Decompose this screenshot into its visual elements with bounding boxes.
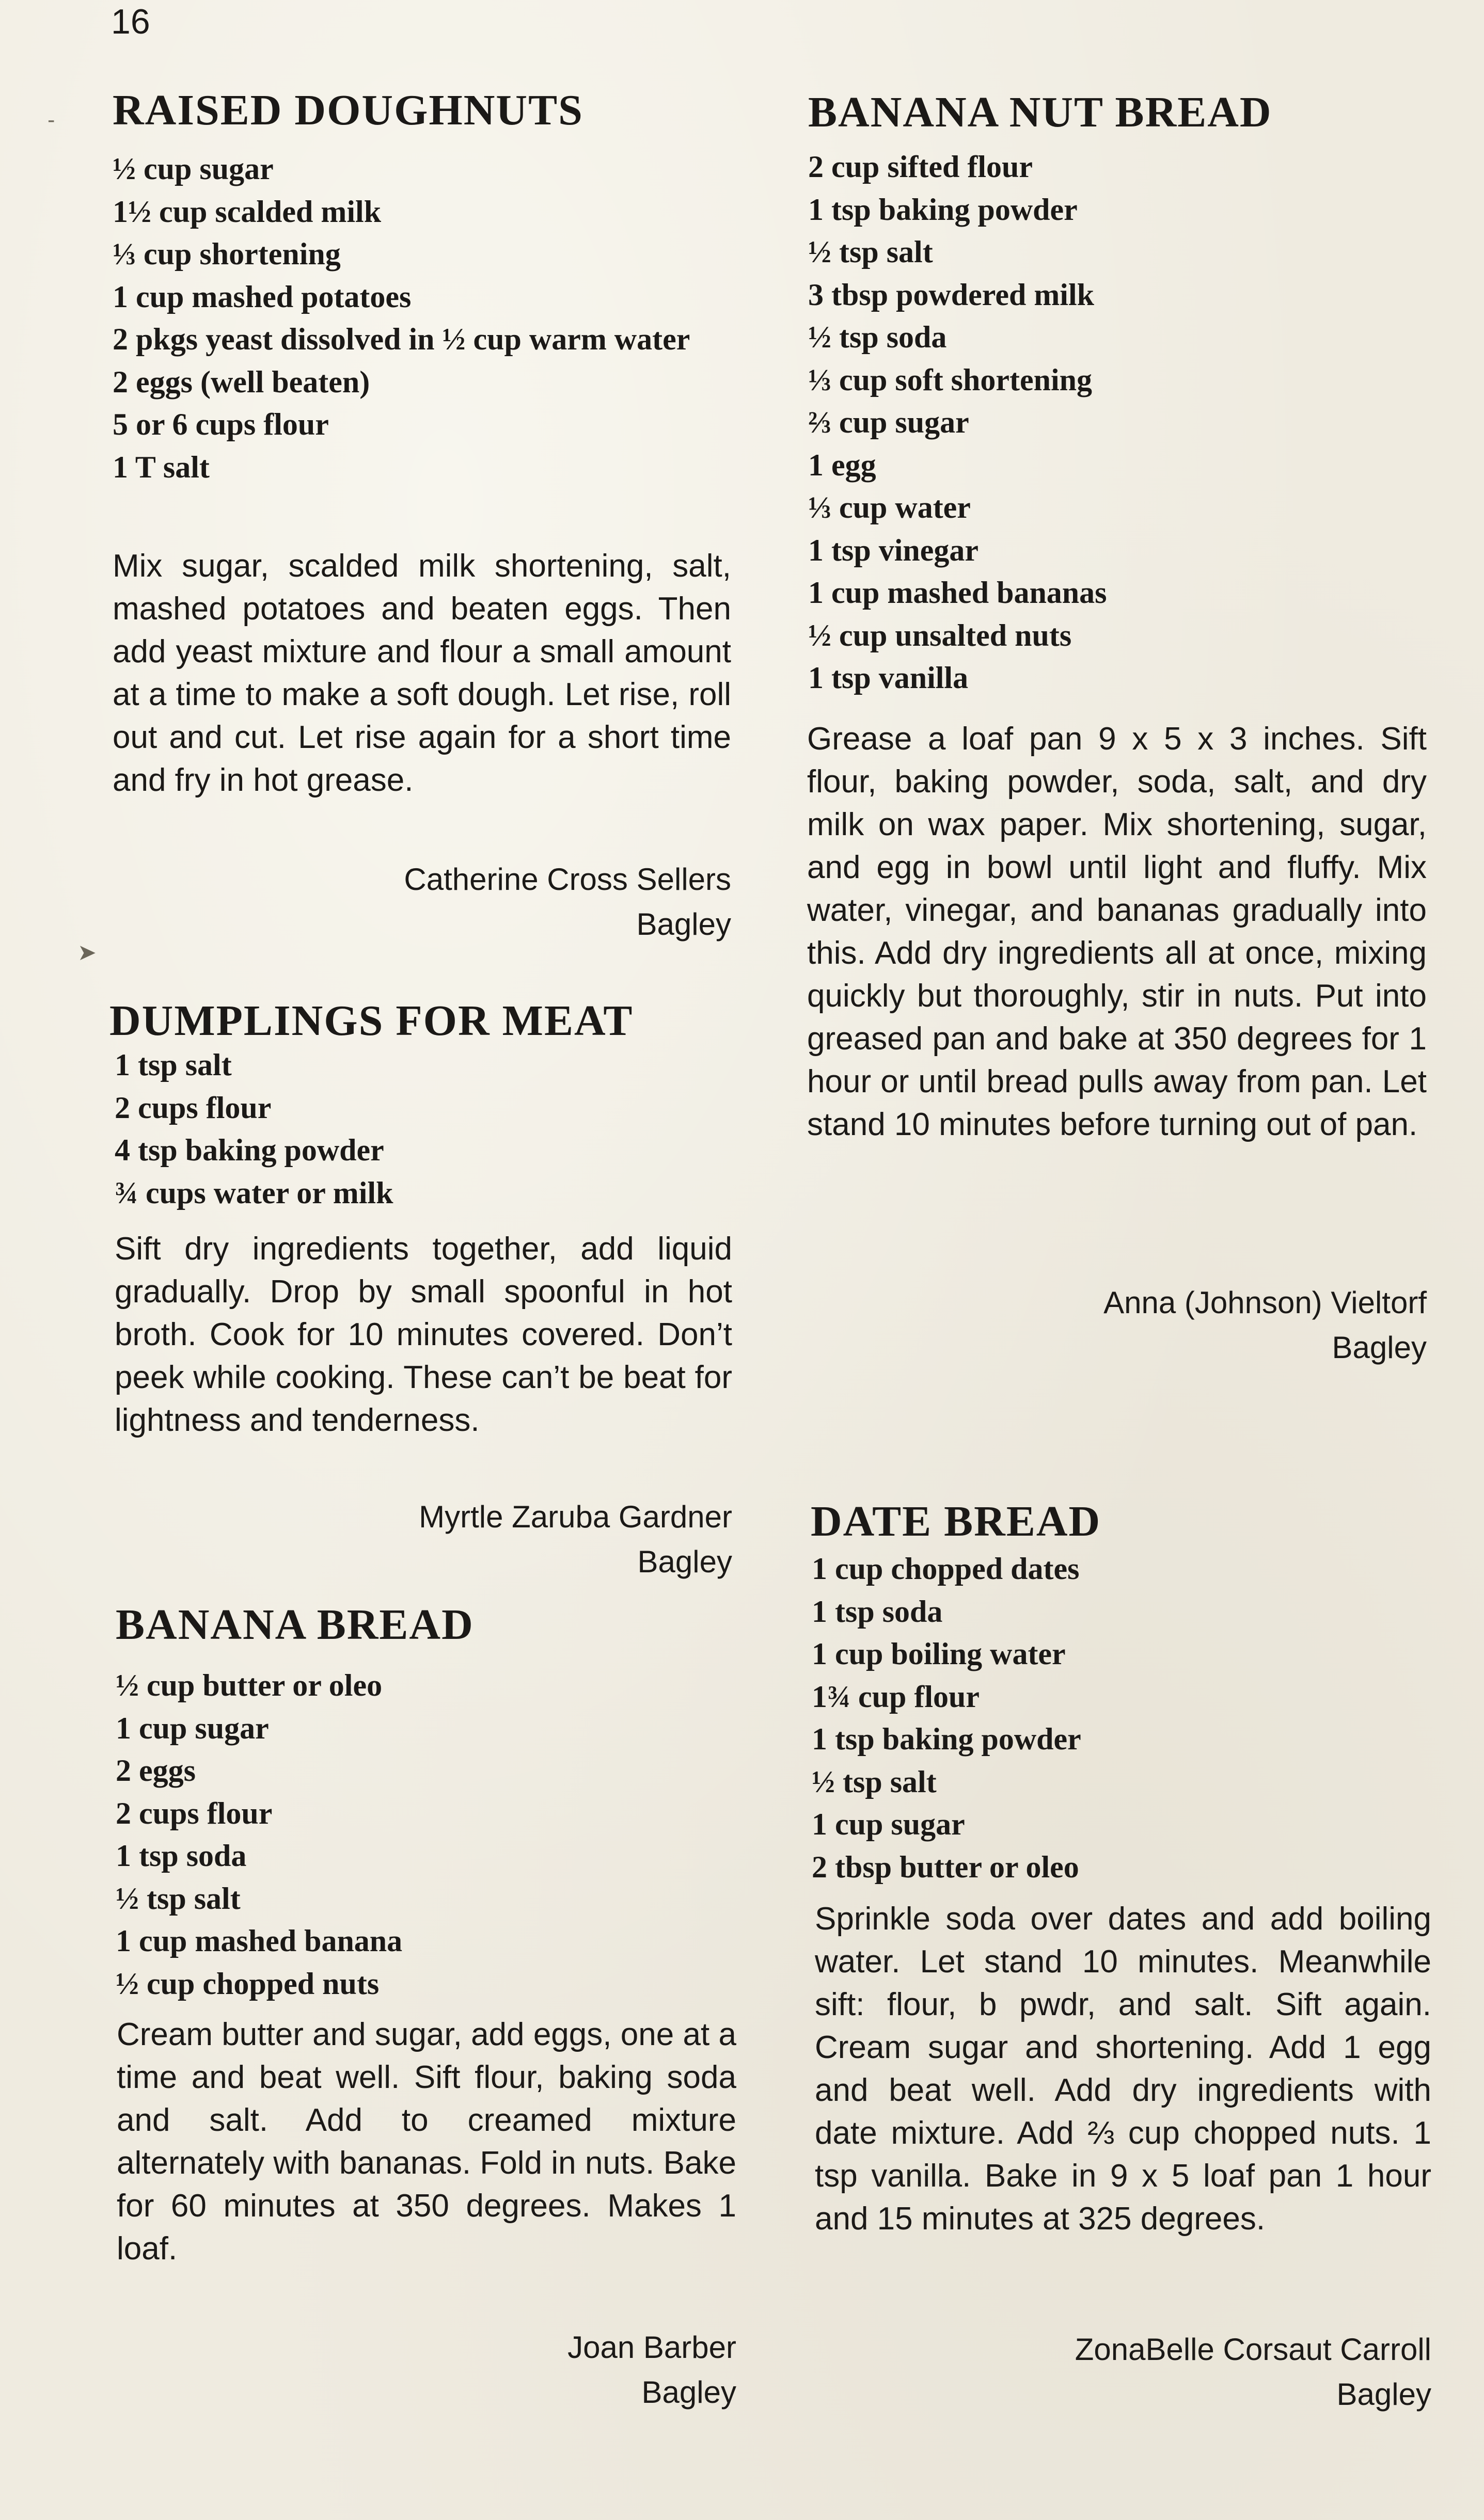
- ingredient-item: 2 eggs (well beaten): [113, 364, 370, 399]
- ingredient-item: 1 cup mashed potatoes: [113, 279, 412, 314]
- ingredient-item: 1 tsp baking powder: [812, 1722, 1081, 1756]
- recipe-author: [115, 1494, 732, 1584]
- recipe-title: RAISED DOUGHNUTS: [113, 86, 583, 134]
- recipe-title: DUMPLINGS FOR MEAT: [109, 997, 634, 1045]
- page-number: 16: [111, 2, 150, 41]
- ingredient-item: 1¾ cup flour: [812, 1679, 980, 1714]
- ingredient-item: ½ tsp salt: [116, 1881, 241, 1916]
- ingredient-list: [115, 1044, 733, 1214]
- ingredient-item: 1 egg: [808, 448, 876, 482]
- ingredient-item: 3 tbsp powdered milk: [808, 277, 1095, 312]
- margin-dash-mark: -: [48, 108, 55, 132]
- recipe-author: [807, 1280, 1427, 1370]
- ingredient-item: 1 cup mashed bananas: [808, 576, 1107, 610]
- author-town: Bagley: [636, 907, 731, 942]
- ingredient-item: 1 cup boiling water: [812, 1637, 1066, 1671]
- ingredient-item: ½ cup unsalted nuts: [808, 618, 1072, 652]
- recipe-title: BANANA NUT BREAD: [808, 88, 1272, 136]
- ingredient-item: 1½ cup scalded milk: [113, 194, 382, 229]
- author-town: Bagley: [1336, 2377, 1431, 2412]
- ingredient-item: 1 cup sugar: [116, 1711, 269, 1745]
- author-name: ZonaBelle Corsaut Carroll: [1075, 2332, 1431, 2367]
- recipe-author: [117, 2325, 736, 2415]
- ingredient-item: ⅓ cup shortening: [113, 237, 341, 271]
- ingredient-item: ½ cup butter or oleo: [116, 1668, 383, 1702]
- ingredient-list: [113, 148, 731, 488]
- ingredient-item: 1 tsp vinegar: [808, 533, 978, 567]
- ingredient-item: 1 cup chopped dates: [812, 1552, 1080, 1586]
- ingredient-item: 2 tbsp butter or oleo: [812, 1849, 1079, 1884]
- recipe-title: BANANA BREAD: [116, 1601, 474, 1649]
- ingredient-item: 2 pkgs yeast dissolved in ½ cup warm water: [113, 322, 690, 356]
- ingredient-item: ⅓ cup soft shortening: [808, 362, 1093, 397]
- ingredient-item: ½ tsp soda: [808, 320, 947, 354]
- ingredient-item: ½ tsp salt: [808, 235, 933, 269]
- recipe-directions: Sprinkle soda over dates and add boiling water. Let stand 10 minutes. Meanwhile sift: flour, b pwdr, and salt. Sift again. Cream sugar and shortening. Add 1 egg and beat well. Add dry ingredients with date mixture. Add ⅔ cup chopped nuts. 1 tsp vanilla. Bake in 9 x 5 loaf pan 1 hour and 15 minutes at 325 degrees.: [815, 1901, 1431, 2237]
- ingredient-item: 1 tsp soda: [116, 1839, 247, 1873]
- ingredient-list: [812, 1548, 1431, 1888]
- recipe-title: DATE BREAD: [811, 1497, 1101, 1545]
- ingredient-item: ¾ cups water or milk: [115, 1175, 393, 1210]
- ingredient-item: 2 eggs: [116, 1753, 196, 1788]
- ingredient-item: 1 cup sugar: [812, 1807, 965, 1841]
- recipe-author: [815, 2327, 1431, 2417]
- ingredient-item: 2 cups flour: [116, 1796, 273, 1830]
- ingredient-item: 1 T salt: [113, 450, 210, 484]
- recipe-directions: Grease a loaf pan 9 x 5 x 3 inches. Sift flour, baking powder, soda, salt, and dry milk on wax paper. Mix shortening, sugar, and egg in bowl until light and fluffy. Mix water, vinegar, and bananas gradually into this. Add dry ingredients all at once, mixing quickly but thoroughly, stir in nuts. Put into greased pan and bake at 350 degrees for 1 hour or until bread pulls away from pan. Let stand 10 minutes before turning out of pan.: [807, 721, 1427, 1142]
- ingredient-item: ½ cup chopped nuts: [116, 1966, 380, 2001]
- author-name: Anna (Johnson) Vieltorf: [1103, 1285, 1427, 1320]
- ingredient-item: 2 cup sifted flour: [808, 150, 1033, 184]
- ingredient-item: 1 tsp vanilla: [808, 661, 969, 695]
- recipe-directions: Mix sugar, scalded milk shortening, salt, mashed potatoes and beaten eggs. Then add yeast mixture and flour a small amount at a time to make a soft dough. Let rise, roll out and cut. Let rise again for a short time and fry in hot grease.: [113, 548, 731, 798]
- ingredient-item: 1 tsp soda: [812, 1594, 943, 1629]
- ingredient-item: ½ cup sugar: [113, 152, 274, 186]
- ingredient-item: 5 or 6 cups flour: [113, 407, 329, 441]
- ingredient-item: 1 tsp salt: [115, 1048, 232, 1082]
- recipe-author: [113, 857, 731, 947]
- author-town: Bagley: [641, 2375, 736, 2410]
- ingredient-item: 2 cups flour: [115, 1090, 272, 1125]
- ingredient-item: 4 tsp baking powder: [115, 1133, 384, 1167]
- author-name: Myrtle Zaruba Gardner: [419, 1500, 732, 1534]
- ingredient-item: ⅔ cup sugar: [808, 405, 969, 439]
- ingredient-item: 1 cup mashed banana: [116, 1924, 403, 1958]
- recipe-directions: Sift dry ingredients together, add liquid gradually. Drop by small spoonful in hot broth. Cook for 10 minutes covered. Don’t peek while cooking. These can’t be beat for lightness and tenderness.: [115, 1231, 732, 1438]
- margin-arrow-mark: ➤: [77, 939, 97, 966]
- author-name: Joan Barber: [567, 2330, 736, 2365]
- ingredient-list: [808, 146, 1428, 699]
- ingredient-list: [116, 1664, 734, 2005]
- author-name: Catherine Cross Sellers: [404, 862, 731, 897]
- ingredient-item: ½ tsp salt: [812, 1764, 937, 1799]
- author-town: Bagley: [1332, 1330, 1427, 1365]
- ingredient-item: ⅓ cup water: [808, 490, 971, 524]
- ingredient-item: 1 tsp baking powder: [808, 192, 1078, 227]
- author-town: Bagley: [637, 1544, 732, 1579]
- recipe-directions: Cream butter and sugar, add eggs, one at a time and beat well. Sift flour, baking soda and salt. Add to creamed mixture alternately with bananas. Fold in nuts. Bake for 60 minutes at 350 degrees. Makes 1 loaf.: [117, 2017, 736, 2267]
